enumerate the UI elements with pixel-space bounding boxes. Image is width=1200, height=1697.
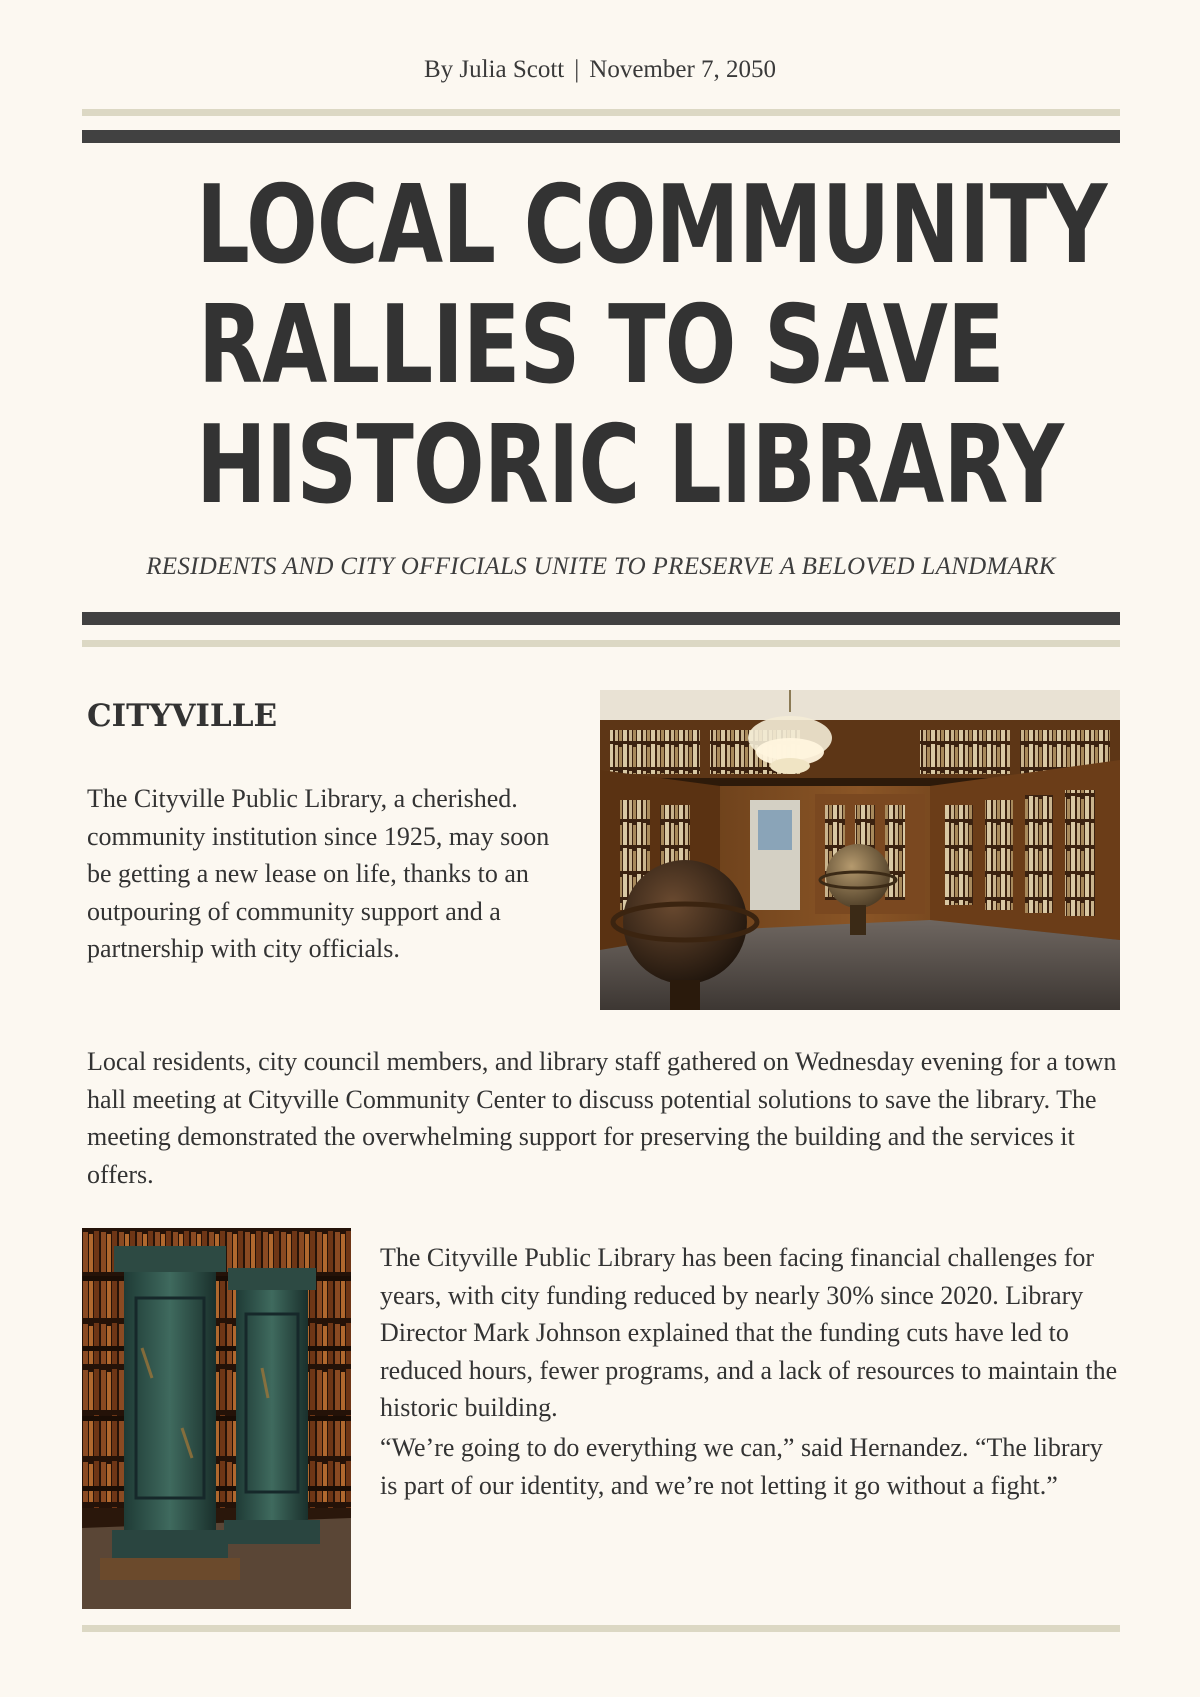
pedestals-image xyxy=(82,1228,351,1609)
paragraph-intro: The Cityville Public Library, a cherished. community institution since 1925, may soon be getting a new lease on life, thanks to an outpouring of community support and a partnership with city officials. xyxy=(87,784,550,963)
headline-line-2: RALLIES TO SAVE xyxy=(198,283,1004,408)
byline-separator: | xyxy=(574,56,580,83)
subheadline: RESIDENTS AND CITY OFFICIALS UNITE TO PRESERVE A BELOVED LANDMARK xyxy=(146,553,1056,580)
footer-thin-rule xyxy=(82,1625,1120,1632)
bottom-thin-rule xyxy=(82,640,1120,647)
paragraph-quote: “We’re going to do everything we can,” said Hernandez. “The library is part of our identity, and we’re not letting it go without a fight.” xyxy=(380,1433,1103,1500)
publication-date: November 7, 2050 xyxy=(589,56,777,83)
library-interior-image xyxy=(600,690,1120,1010)
headline-line-3: HISTORIC LIBRARY xyxy=(196,403,1064,528)
headline xyxy=(82,163,1120,528)
bottom-thick-rule xyxy=(82,612,1120,625)
author: By Julia Scott xyxy=(423,56,565,83)
top-thin-rule xyxy=(82,109,1120,116)
paragraph-town-hall: Local residents, city council members, and library staff gathered on Wednesday evening for a town hall meeting at Cityville Community Center to discuss potential solutions to save the library. The meeting demonstrated the overwhelming support for preserving the building and the services it offers. xyxy=(87,1047,1117,1189)
dateline: CITYVILLE xyxy=(87,698,278,734)
top-thick-rule xyxy=(82,130,1120,143)
byline xyxy=(0,56,1200,84)
paragraph-funding: The Cityville Public Library has been facing financial challenges for years, with city funding reduced by nearly 30% since 2020. Library Director Mark Johnson explained that the funding cuts have led to reduced hours, fewer programs, and a lack of resources to maintain the historic building. xyxy=(380,1243,1118,1422)
headline-line-1: LOCAL COMMUNITY xyxy=(196,163,1107,288)
